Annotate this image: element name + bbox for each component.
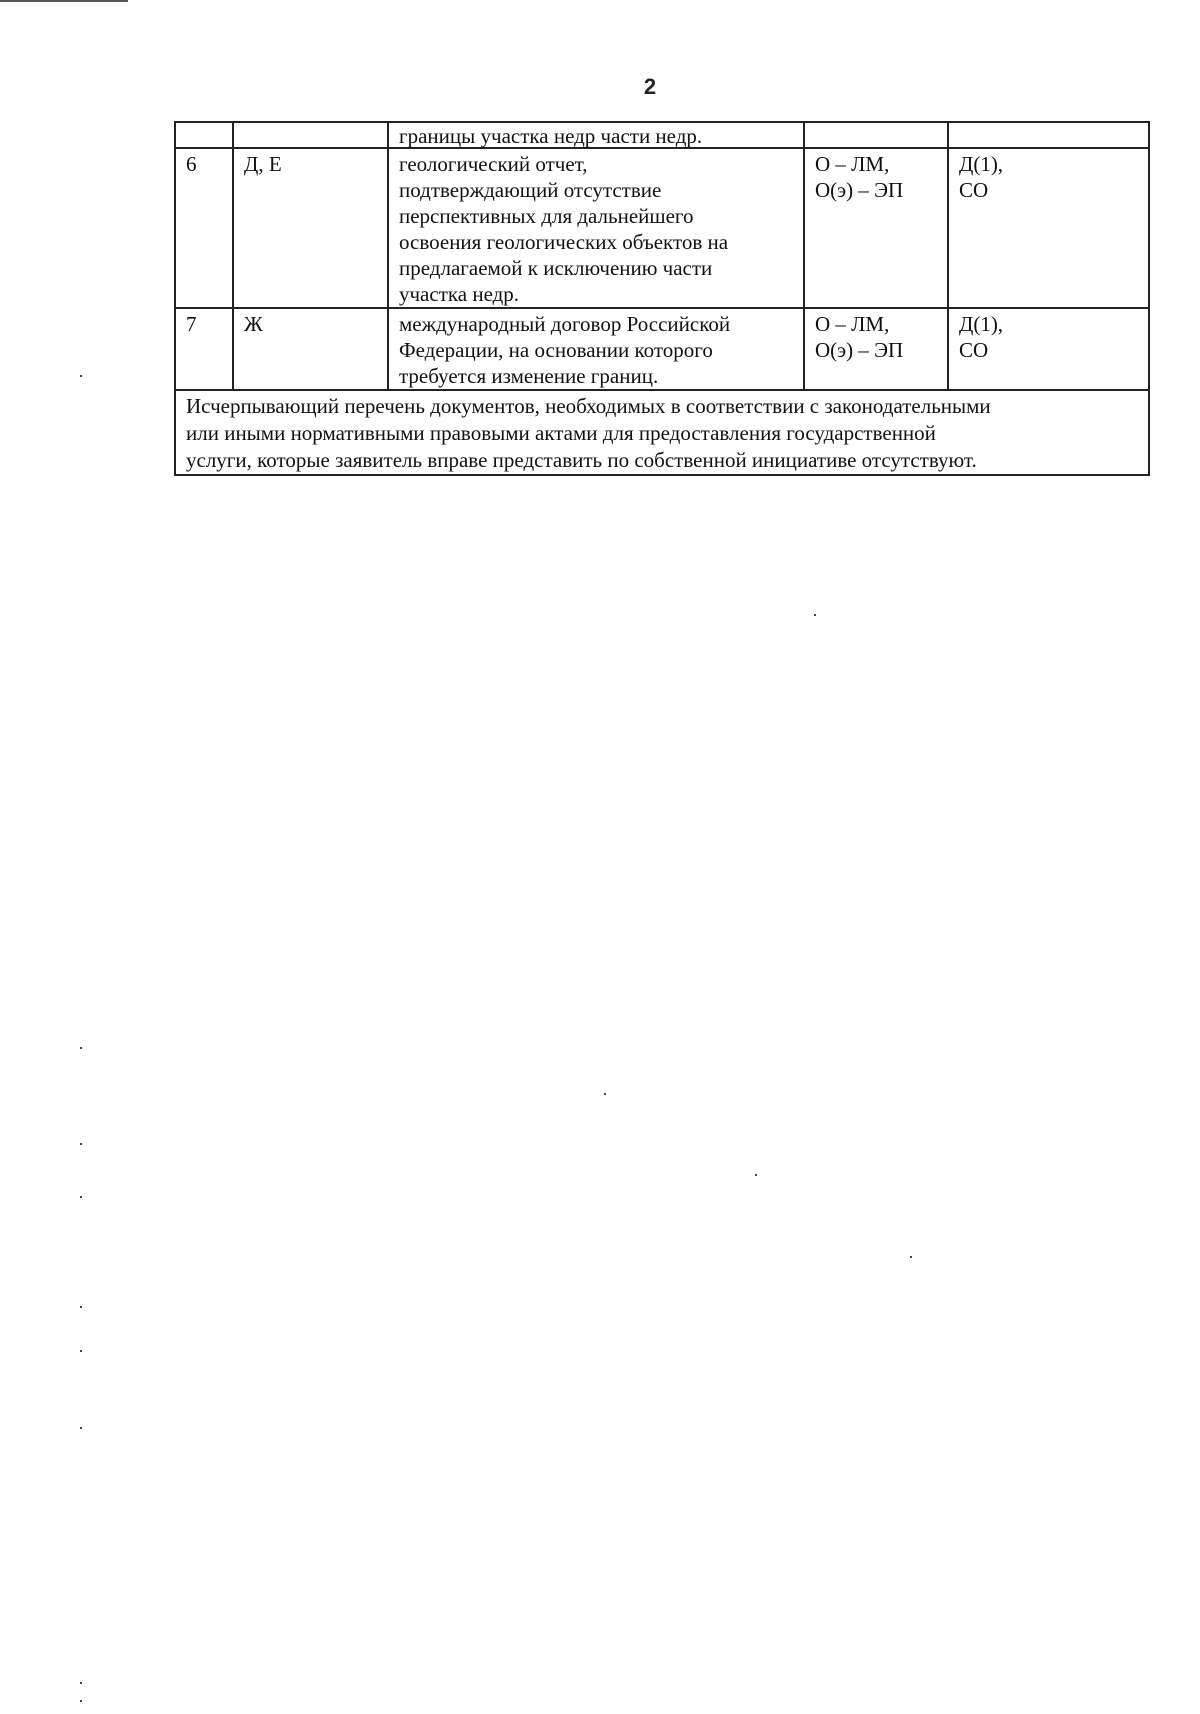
scan-speck <box>604 1093 606 1095</box>
cell-code <box>948 308 1149 390</box>
footer-line: услуги, которые заявитель вправе представить по собственной инициативе отсутствуют. <box>186 448 977 472</box>
document-line: Федерации, на основании которого <box>399 338 713 362</box>
scan-speck <box>910 1256 912 1258</box>
scan-speck <box>80 1682 82 1684</box>
cell-num: 6 <box>175 148 233 308</box>
code-line: СО <box>959 338 989 362</box>
footer-note <box>175 390 1149 475</box>
cell-document <box>388 308 804 390</box>
scan-speck <box>80 1196 82 1198</box>
cell-code <box>948 148 1149 308</box>
scan-speck <box>80 1143 82 1145</box>
cell-form <box>804 122 948 148</box>
scan-speck <box>80 1047 82 1049</box>
code-line: Д(1), <box>959 152 1004 176</box>
document-line: участка недр. <box>399 282 520 306</box>
table-footer-row <box>175 390 1149 475</box>
documents-table <box>174 121 1150 476</box>
scan-speck <box>80 375 82 377</box>
code-line: СО <box>959 178 989 202</box>
table-row <box>175 148 1149 308</box>
cell-letters <box>233 122 388 148</box>
form-line: О(э) – ЭП <box>815 338 904 362</box>
scan-speck <box>814 614 816 616</box>
table-row <box>175 308 1149 390</box>
document-line: освоения геологических объектов на <box>399 230 729 254</box>
scan-speck <box>80 1427 82 1429</box>
document-line: требуется изменение границ. <box>399 364 659 388</box>
code-line: Д(1), <box>959 312 1004 336</box>
document-line: подтверждающий отсутствие <box>399 178 662 202</box>
scan-speck <box>80 1306 82 1308</box>
document-line: перспективных для дальнейшего <box>399 204 694 228</box>
form-line: О(э) – ЭП <box>815 178 904 202</box>
scan-speck <box>80 1700 82 1702</box>
cell-document: границы участка недр части недр. <box>388 122 804 148</box>
cell-num <box>175 122 233 148</box>
cell-letters: Ж <box>233 308 388 390</box>
scan-speck <box>755 1174 757 1176</box>
form-line: О – ЛМ, <box>815 152 890 176</box>
cell-num: 7 <box>175 308 233 390</box>
form-line: О – ЛМ, <box>815 312 890 336</box>
scan-speck <box>80 1350 82 1352</box>
footer-line: или иными нормативными правовыми актами для предоставления государственной <box>186 421 936 445</box>
document-line: международный договор Российской <box>399 312 731 336</box>
cell-document <box>388 148 804 308</box>
scan-top-edge-line <box>0 0 128 2</box>
page-number: 2 <box>643 74 657 99</box>
table-row-continuation <box>175 122 1149 148</box>
cell-form <box>804 148 948 308</box>
cell-letters: Д, Е <box>233 148 388 308</box>
cell-code <box>948 122 1149 148</box>
cell-form <box>804 308 948 390</box>
footer-line: Исчерпывающий перечень документов, необходимых в соответствии с законодательными <box>186 394 991 418</box>
document-line: геологический отчет, <box>399 152 588 176</box>
document-line: предлагаемой к исключению части <box>399 256 713 280</box>
